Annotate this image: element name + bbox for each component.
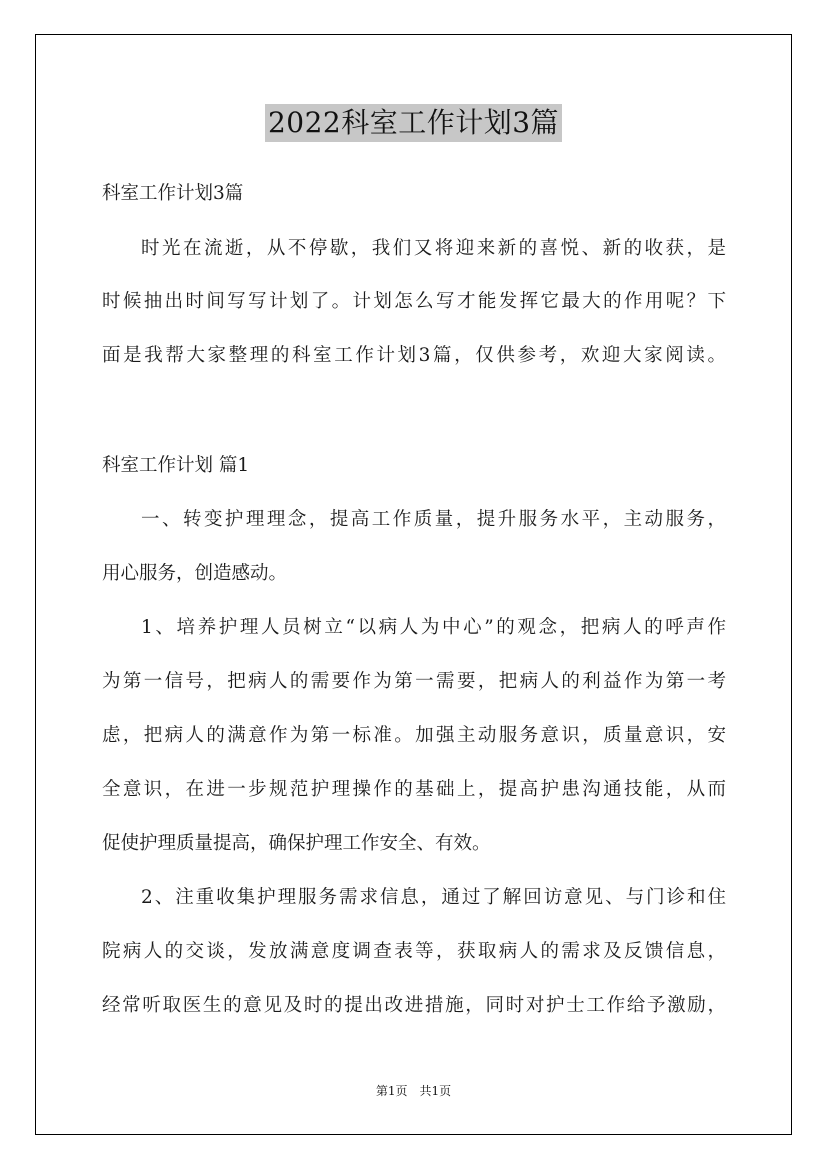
para3-line-2: 院病人的交谈，发放满意度调查表等，获取病人的需求及反馈信息，: [102, 941, 726, 962]
para2-line-5: 促使护理质量提高，确保护理工作安全、有效。: [102, 833, 491, 854]
para2-line-1: 1、培养护理人员树立“以病人为中心”的观念，把病人的呼声作: [141, 617, 726, 638]
para2-line-3: 虑，把病人的满意作为第一标准。加强主动服务意识，质量意识，安: [102, 725, 726, 746]
page-footer: 第1页 共1页: [375, 1084, 452, 1098]
para1-line-2: 用心服务，创造感动。: [102, 563, 288, 584]
intro-line-1: 时光在流逝，从不停歇，我们又将迎来新的喜悦、新的收获，是: [141, 238, 726, 259]
para1-line-1: 一、转变护理理念，提高工作质量，提升服务水平，主动服务，: [141, 509, 726, 530]
document-subtitle: 科室工作计划3篇: [102, 183, 244, 204]
para3-line-3: 经常听取医生的意见及时的提出改进措施，同时对护士工作给予激励，: [102, 995, 726, 1016]
document-title: 2022科室工作计划3篇: [265, 104, 562, 142]
intro-line-2: 时候抽出时间写写计划了。计划怎么写才能发挥它最大的作用呢？下: [102, 291, 726, 312]
para2-line-2: 为第一信号，把病人的需要作为第一需要，把病人的利益作为第一考: [102, 671, 726, 692]
title-container: [0, 104, 827, 142]
para2-line-4: 全意识，在进一步规范护理操作的基础上，提高护患沟通技能，从而: [102, 779, 726, 800]
section-heading: 科室工作计划 篇1: [102, 455, 250, 476]
intro-line-3: 面是我帮大家整理的科室工作计划3篇，仅供参考，欢迎大家阅读。: [102, 345, 726, 366]
para3-line-1: 2、注重收集护理服务需求信息，通过了解回访意见、与门诊和住: [141, 887, 726, 908]
